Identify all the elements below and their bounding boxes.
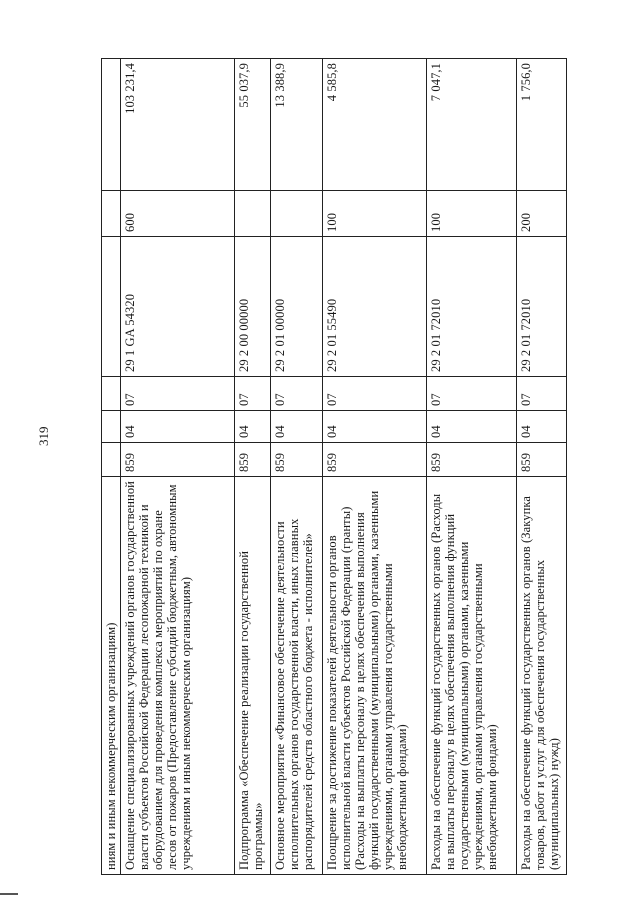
table-row [121, 59, 235, 875]
cell-ministry: 859 [271, 443, 323, 477]
cell-expense-type [235, 191, 271, 237]
cell-amount: 13 388,9 [271, 59, 323, 191]
budget-table-rotated [101, 59, 573, 875]
cell-ministry: 859 [121, 443, 235, 477]
cell-subsection: 07 [427, 377, 517, 411]
cell-section: 04 [427, 411, 517, 443]
cell-amount: 7 047,1 [427, 59, 517, 191]
cell-subsection: 07 [235, 377, 271, 411]
table-row [271, 59, 323, 875]
cell-amount: 55 037,9 [235, 59, 271, 191]
table-row [323, 59, 427, 875]
row-name: Оснащение специализированных учреждений органов государственной власти субъектов Российской Федерации лесопожарной техникой и оборудованием для проведения комплекса мероприятий по охране лесов от пожаров (Предоставление субсидий бюджетным, автономным учреждениям и иным некоммерческим организациям) [121, 477, 235, 875]
cell-expense-type: 100 [427, 191, 517, 237]
cell-section: 04 [271, 411, 323, 443]
cell-expense-type: 600 [121, 191, 235, 237]
table-row [427, 59, 517, 875]
cell-ministry [102, 443, 121, 477]
cell-ministry: 859 [235, 443, 271, 477]
cell-section: 04 [517, 411, 567, 443]
budget-table [101, 58, 567, 875]
cell-expense-type [271, 191, 323, 237]
cell-subsection [102, 377, 121, 411]
table-row [517, 59, 567, 875]
cell-expense-type [102, 191, 121, 237]
cell-ministry: 859 [323, 443, 427, 477]
cell-expense-type: 100 [323, 191, 427, 237]
cell-ministry: 859 [427, 443, 517, 477]
cell-target: 29 1 GA 54320 [121, 237, 235, 377]
scan-edge-mark [0, 893, 18, 895]
page-number: 319 [36, 426, 51, 446]
cell-amount: 103 231,4 [121, 59, 235, 191]
table-row [102, 59, 121, 875]
cell-target: 29 2 01 00000 [271, 237, 323, 377]
cell-subsection: 07 [121, 377, 235, 411]
row-name: Основное мероприятие «Финансовое обеспечение деятельности исполнительных органов государственной власти, иных главных распорядителей средств областного бюджета - исполнителей» [271, 477, 323, 875]
cell-amount [102, 59, 121, 191]
cell-expense-type: 200 [517, 191, 567, 237]
cell-section [102, 411, 121, 443]
cell-target [102, 237, 121, 377]
cell-amount: 1 756,0 [517, 59, 567, 191]
cell-target: 29 2 00 00000 [235, 237, 271, 377]
cell-section: 04 [323, 411, 427, 443]
cell-amount: 4 585,8 [323, 59, 427, 191]
cell-target: 29 2 01 55490 [323, 237, 427, 377]
table-row [235, 59, 271, 875]
cell-section: 04 [121, 411, 235, 443]
row-name: Подпрограмма «Обеспечение реализации государственной программы» [235, 477, 271, 875]
cell-target: 29 2 01 72010 [517, 237, 567, 377]
row-name: Поощрение за достижение показателей деятельности органов исполнительной власти субъектов Российской Федерации (гранты) (Расходы на выплаты персоналу в целях обеспечения выполнения функций государственными (муниципальными) органами, казенными учреждениями, органами управления государственными внебюджетными фондами) [323, 477, 427, 875]
cell-subsection: 07 [323, 377, 427, 411]
row-name: ниям и иным некоммерческим организациям) [102, 477, 121, 875]
cell-subsection: 07 [517, 377, 567, 411]
cell-target: 29 2 01 72010 [427, 237, 517, 377]
row-name: Расходы на обеспечение функций государственных органов (Расходы на выплаты персоналу в целях обеспечения выполнения функций государственными (муниципальными) органами, казенными учреждениями, органами управления государственными внебюджетными фондами) [427, 477, 517, 875]
cell-subsection: 07 [271, 377, 323, 411]
cell-ministry: 859 [517, 443, 567, 477]
row-name: Расходы на обеспечение функций государственных органов (Закупка товаров, работ и услуг для обеспечения государственных (муниципальных) нужд) [517, 477, 567, 875]
cell-section: 04 [235, 411, 271, 443]
